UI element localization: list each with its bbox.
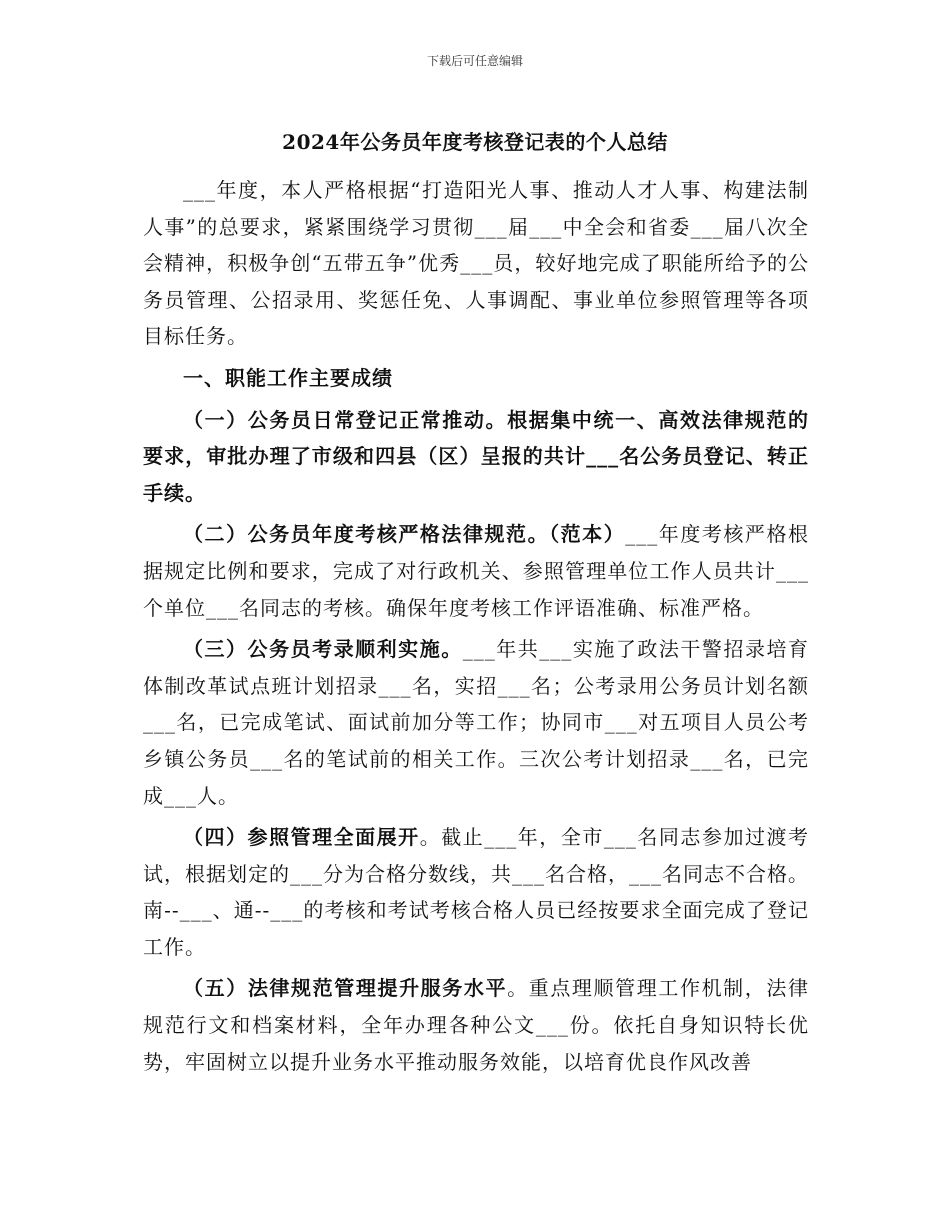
intro-paragraph: ___年度，本人严格根据“打造阳光人事、推动人才人事、构建法制人事”的总要求，紧紧围绕学习贯彻___届___中全会和省委___届八次全会精神，积极争创“五带五争”优秀___员，较好地完成了职能所给予的公务员管理、公招录用、奖惩任免、人事调配、事业单位参照管理等各项目标任务。 [143,178,809,349]
item-4-lead: （四）参照管理全面展开 [183,825,420,850]
item-2-body: ___年度考核严格根据规定比例和要求，完成了对行政机关、参照管理单位工作人员共计___个单位___名同志的考核。确保年度考核工作评语准确、标准严格。 [143,522,810,620]
document-body [143,172,809,1080]
item-4-paragraph [143,819,809,965]
item-5-lead: （五）法律规范管理提升服务水平 [183,976,508,1001]
document-title: 2024年公务员年度考核登记表的个人总结 [282,130,668,154]
item-1-paragraph: （一）公务员日常登记正常推动。根据集中统一、高效法律规范的要求，审批办理了市级和四县（区）呈报的共计___名公务员登记、转正手续。 [143,407,809,505]
item-3-paragraph [143,631,809,814]
item-2-lead: （二）公务员年度考核严格法律规范。（范本） [183,522,626,547]
page-header-note: 下载后可任意编辑 [426,54,523,68]
item-3-lead: （三）公务员考录顺利实施。 [183,637,463,662]
section-heading: 一、职能工作主要成绩 [183,365,393,390]
item-3-body: ___年共___实施了政法干警招录培育体制改革试点班计划招录___名，实招___名；公考录用公务员计划名额___名，已完成笔试、面试前加分等工作；协同市___对五项目人员公考乡镇公务员___名的笔试前的相关工作。三次公考计划招录___名，已完成___人。 [143,637,810,808]
item-2-paragraph [143,516,809,626]
item-4-body: 。截止___年，全市___名同志参加过渡考试，根据划定的___分为合格分数线，共___名合格，___名同志不合格。南--___、通--___的考核和考试考核合格人员已经按要求全面完成了登记工作。 [143,825,810,959]
item-5-paragraph [143,970,809,1080]
item-5-body: 。重点理顺管理工作机制，法律规范行文和档案材料，全年办理各种公文___份。依托自身知识特长优势，牢固树立以提升业务水平推动服务效能，以培育优良作风改善 [143,976,810,1074]
